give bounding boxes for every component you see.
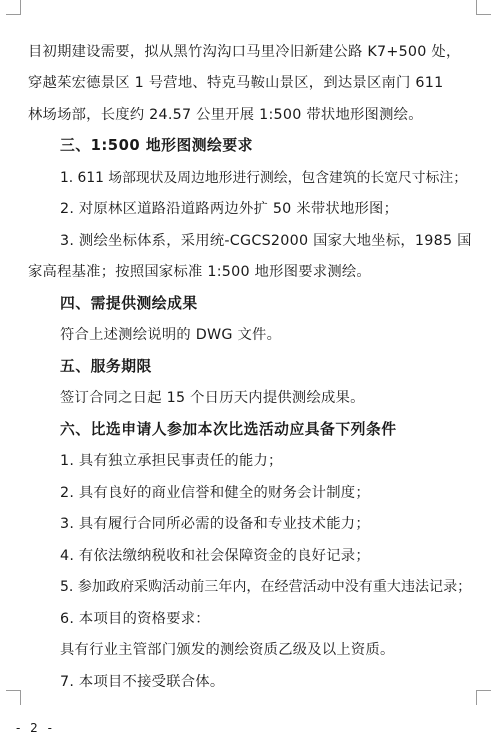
section-heading: 三、1:500 地形图测绘要求 xyxy=(60,137,253,154)
section-heading: 五、服务期限 xyxy=(60,358,152,375)
list-item: 3. 测绘坐标体系，采用统-CGCS2000 国家大地坐标，1985 国 xyxy=(60,233,472,249)
list-item: 5. 参加政府采购活动前三年内，在经营活动中没有重大违法记录； xyxy=(60,579,472,595)
body-text-line: 具有行业主管部门颁发的测绘资质乙级及以上资质。 xyxy=(60,642,395,658)
page-number: - 2 - xyxy=(16,721,55,735)
list-item: 1. 611 场部现状及周边地形进行测绘，包含建筑的长宽尺寸标注； xyxy=(60,170,467,186)
crop-mark-top-left xyxy=(6,0,21,15)
list-item: 2. 具有良好的商业信誉和健全的财务会计制度； xyxy=(60,485,370,501)
body-text-line: 林场场部，长度约 24.57 公里开展 1:500 带状地形图测绘。 xyxy=(28,107,423,123)
list-item: 3. 具有履行合同所必需的设备和专业技术能力； xyxy=(60,516,370,532)
list-item: 4. 有依法缴纳税收和社会保障资金的良好记录； xyxy=(60,548,370,564)
crop-mark-bottom-left xyxy=(6,690,21,705)
list-item: 1. 具有独立承担民事责任的能力； xyxy=(60,453,283,469)
body-text-line: 签订合同之日起 15 个日历天内提供测绘成果。 xyxy=(60,390,365,406)
section-heading: 六、比选申请人参加本次比选活动应具备下列条件 xyxy=(60,421,397,438)
list-item: 2. 对原林区道路沿道路两边外扩 50 米带状地形图； xyxy=(60,201,399,217)
body-text-line: 符合上述测绘说明的 DWG 文件。 xyxy=(60,327,282,343)
list-item: 7. 本项目不接受联合体。 xyxy=(60,674,225,690)
list-item: 6. 本项目的资格要求： xyxy=(60,611,210,627)
body-text-line: 目初期建设需要，拟从黑竹沟沟口马里冷旧新建公路 K7+500 处， xyxy=(28,44,461,60)
body-text-line: 穿越茱宏德景区 1 号营地、特克马鞍山景区，到达景区南门 611 xyxy=(28,75,444,91)
body-text-line: 家高程基准；按照国家标准 1:500 地形图要求测绘。 xyxy=(28,264,371,280)
crop-mark-top-right xyxy=(476,0,491,15)
crop-mark-bottom-right xyxy=(476,690,491,705)
section-heading: 四、需提供测绘成果 xyxy=(60,295,198,312)
